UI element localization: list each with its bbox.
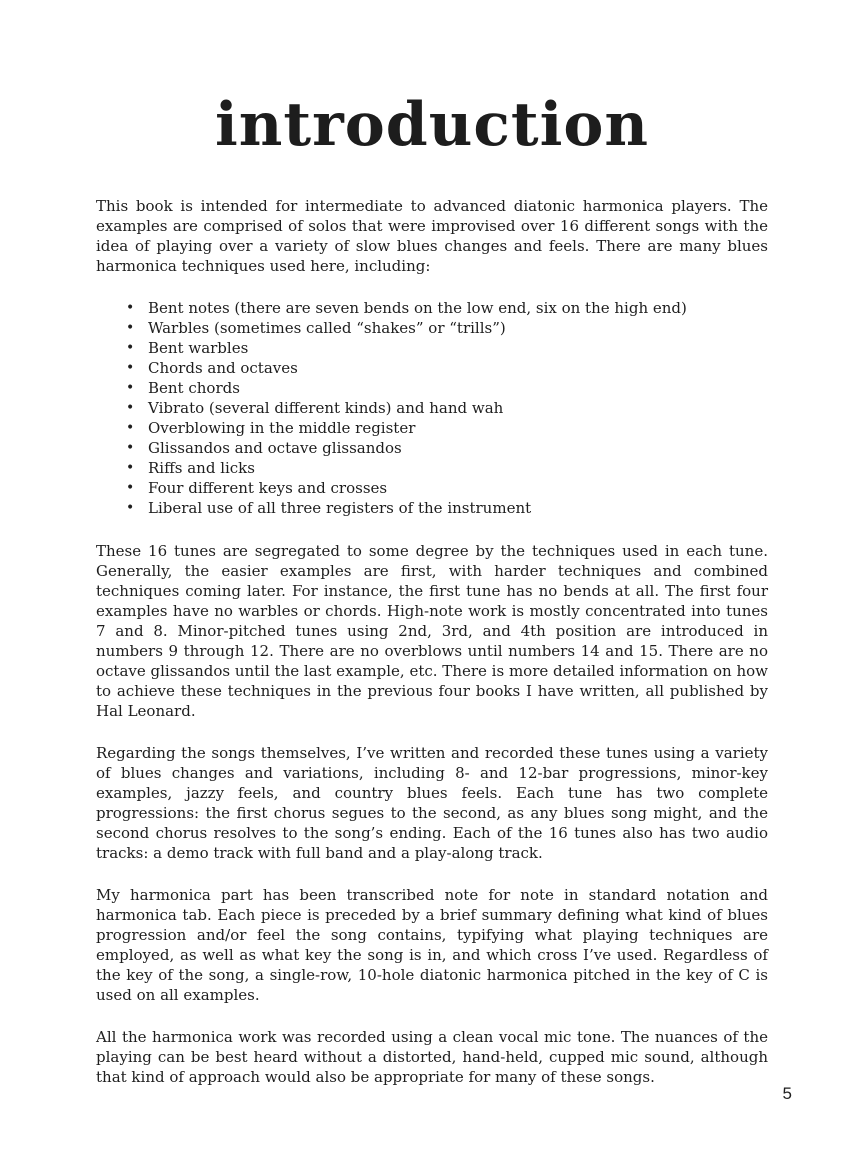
page-title: introduction bbox=[214, 90, 650, 160]
techniques-list bbox=[96, 298, 768, 518]
list-item: • Vibrato (several different kinds) and hand wah bbox=[126, 398, 768, 418]
intro-paragraph-2: These 16 tunes are segregated to some degree by the techniques used in each tune. Generally, the easier examples are first, with harder techniques and combined techniques coming later. For instance, the first tune has no bends at all. The first four examples have no warbles or chords. High-note work is mostly concentrated into tunes 7 and 8. Minor-pitched tunes using 2nd, 3rd, and 4th position are introduced in numbers 9 through 12. There are no overblows until numbers 14 and 15. There are no octave glissandos until the last example, etc. There is more detailed information on how to achieve these techniques in the previous four books I have written, all published by Hal Leonard. bbox=[96, 542, 768, 720]
list-item: • Warbles (sometimes called “shakes” or “trills”) bbox=[126, 318, 768, 338]
intro-paragraph-4: My harmonica part has been transcribed note for note in standard notation and harmonica tab. Each piece is preceded by a brief summary defining what kind of blues progression and/or feel the song contains, typifying what playing techniques are employed, as well as what key the song is in, and which cross I’ve used. Regardless of the key of the song, a single-row, 10-hole diatonic harmonica pitched in the key of C is used on all examples. bbox=[96, 886, 768, 1004]
intro-paragraph-3: Regarding the songs themselves, I’ve written and recorded these tunes using a variety of blues changes and variations, including 8- and 12-bar progressions, minor-key examples, jazzy feels, and country blues feels. Each tune has two complete progressions: the first chorus segues to the second, as any blues song might, and the second chorus resolves to the song’s ending. Each of the 16 tunes also has two audio tracks: a demo track with full band and a play-along track. bbox=[96, 744, 768, 862]
list-item: • Chords and octaves bbox=[126, 358, 768, 378]
page-number: 5 bbox=[782, 1084, 792, 1103]
list-item: • Overblowing in the middle register bbox=[126, 418, 768, 438]
list-item: • Bent chords bbox=[126, 378, 768, 398]
intro-paragraph-5: All the harmonica work was recorded using a clean vocal mic tone. The nuances of the playing can be best heard without a distorted, hand-held, cupped mic sound, although that kind of approach would also be appropriate for many of these songs. bbox=[96, 1028, 768, 1086]
list-item: • Four different keys and crosses bbox=[126, 478, 768, 498]
list-item: • Bent notes (there are seven bends on the low end, six on the high end) bbox=[126, 298, 768, 318]
list-item: • Bent warbles bbox=[126, 338, 768, 358]
list-item: • Riffs and licks bbox=[126, 458, 768, 478]
list-item: • Glissandos and octave glissandos bbox=[126, 438, 768, 458]
page-content bbox=[96, 0, 768, 1109]
list-item: • Liberal use of all three registers of the instrument bbox=[126, 498, 768, 518]
intro-paragraph-1: This book is intended for intermediate to advanced diatonic harmonica players. The examples are comprised of solos that were improvised over 16 different songs with the idea of playing over a variety of slow blues changes and feels. There are many blues harmonica techniques used here, including: bbox=[96, 197, 768, 275]
